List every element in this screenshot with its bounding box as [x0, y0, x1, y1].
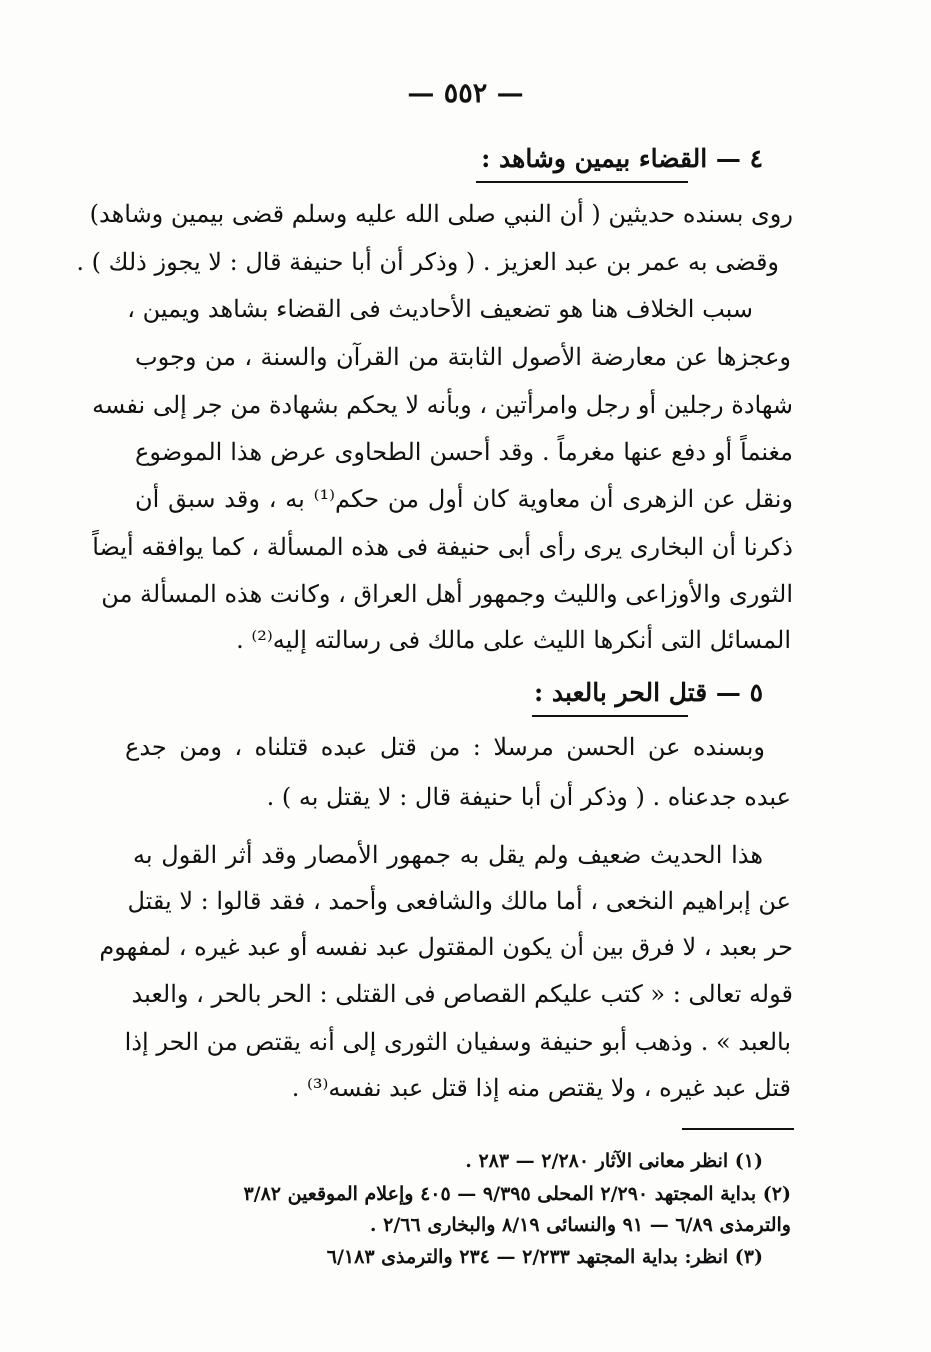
section-4-line: وقضى به عمر بن عبد العزيز . ( وذكر أن أبا حنيفة قال : لا يجوز ذلك ) . — [76, 248, 779, 276]
section-4-line: سبب الخلاف هنا هو تضعيف الأحاديث فى القضاء بشاهد ويمين ، — [127, 295, 753, 323]
footnote-2-continued: والترمذى ٦/٨٩ — ٩١ والنسائى ٨/١٩ والبخارى ٢/٦٦ . — [369, 1214, 791, 1236]
section-4-heading-text: ٤ — القضاء بيمين وشاهد : — [481, 144, 763, 173]
page-number: — ٥٥٢ — — [407, 78, 524, 109]
footnote-3: (٣) انظر: بداية المجتهد ٢/٢٣٣ — ٢٣٤ والترمذى ٦/١٨٣ — [326, 1246, 763, 1268]
section-5-line: بالعبد » . وذهب أبو حنيفة وسفيان الثورى إلى أنه يقتص من الحر إذا — [124, 1028, 791, 1056]
section-5-line: حر بعبد ، لا فرق بين أن يكون المقتول عبد نفسه أو عبد غيره ، لمفهوم — [99, 933, 793, 961]
section-4-heading-underline — [476, 181, 688, 183]
footnote-separator — [682, 1128, 794, 1130]
section-5-heading-text: ٥ — قتل الحر بالعبد : — [533, 678, 763, 707]
section-5-line: قوله تعالى : « كتب عليكم القصاص فى القتلى : الحر بالحر ، والعبد — [131, 980, 793, 1008]
section-4-line: المسائل التى أنكرها الليث على مالك فى رسالته إليه⁽²⁾ . — [236, 626, 791, 654]
section-5-line: هذا الحديث ضعيف ولم يقل به جمهور الأمصار وقد أثر القول به — [133, 841, 763, 869]
section-4-line: روى بسنده حديثين ( أن النبي صلى الله عليه وسلم قضى بيمين وشاهد) — [89, 200, 793, 228]
section-5-line: قتل عبد غيره ، ولا يقتص منه إذا قتل عبد نفسه⁽³⁾ . — [291, 1074, 791, 1102]
footnote-2: (٢) بداية المجتهد ٢/٢٩٠ المحلى ٩/٣٩٥ — ٤٠٥ وإعلام الموقعين ٣/٨٢ — [243, 1183, 791, 1205]
section-4-line: ونقل عن الزهرى أن معاوية كان أول من حكم⁽¹⁾ به ، وقد سبق أن — [135, 485, 793, 513]
section-4-line: ذكرنا أن البخارى يرى رأى أبى حنيفة فى هذه المسألة ، كما يوافقه أيضاً — [92, 533, 793, 561]
section-4-line: وعجزها عن معارضة الأصول الثابتة من القرآن والسنة ، من وجوب — [135, 343, 791, 371]
section-4-line: مغنماً أو دفع عنها مغرماً . وقد أحسن الطحاوى عرض هذا الموضوع — [135, 438, 793, 466]
section-4-line: الثورى والأوزاعى والليث وجمهور أهل العراق ، وكانت هذه المسألة من — [101, 580, 793, 608]
section-4-heading — [481, 144, 763, 173]
section-5-line: عبده جدعناه . ( وذكر أن أبا حنيفة قال : لا يقتل به ) . — [266, 783, 791, 811]
section-4-line: شهادة رجلين أو رجل وامرأتين ، وبأنه لا يحكم بشهادة من جر إلى نفسه — [92, 391, 793, 419]
section-5-heading-underline — [532, 715, 688, 717]
section-5-line: وبسنده عن الحسن مرسلا : من قتل عبده قتلناه ، ومن جدع — [125, 733, 765, 761]
section-5-heading — [534, 678, 763, 707]
footnote-1: (١) انظر معانى الآثار ٢/٢٨٠ — ٢٨٣ . — [465, 1150, 763, 1172]
section-5-line: عن إبراهيم النخعى ، أما مالك والشافعى وأحمد ، فقد قالوا : لا يقتل — [127, 887, 791, 915]
